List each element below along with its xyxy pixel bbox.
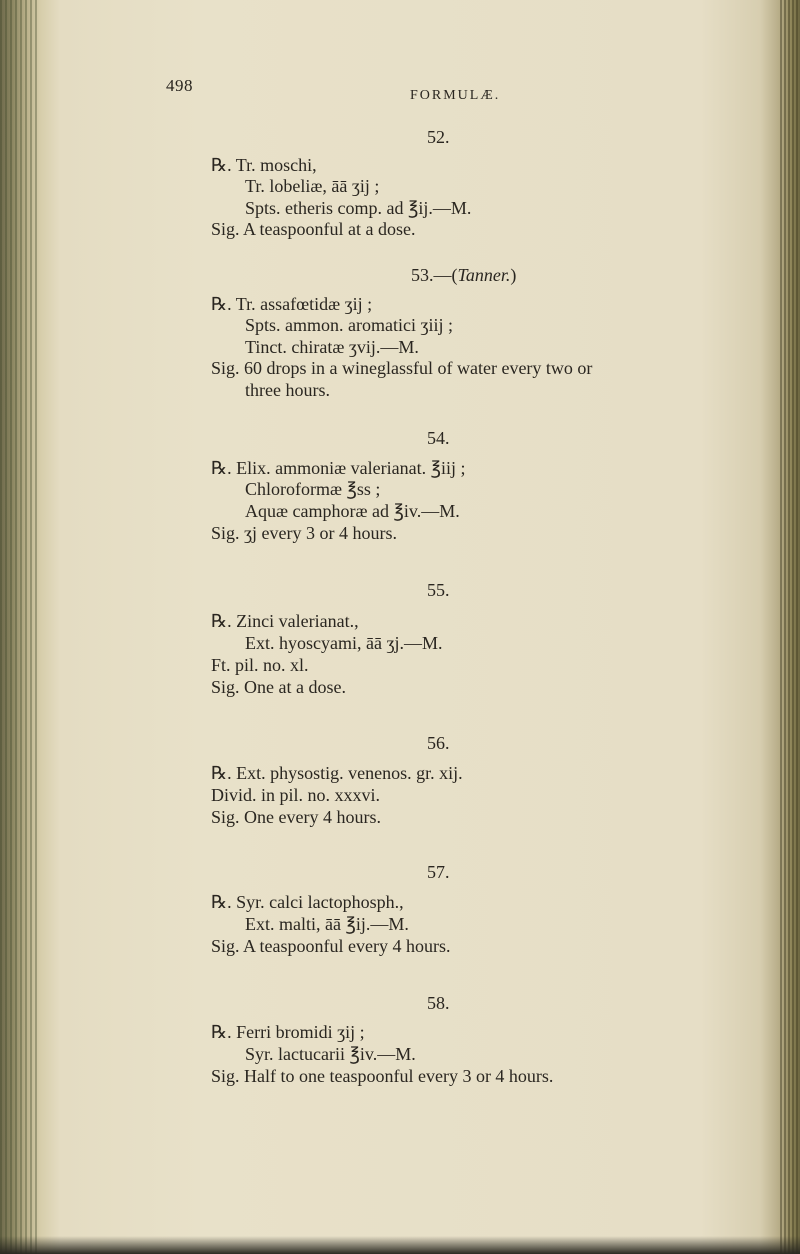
formula-line: Sig. One at a dose. [211, 677, 346, 697]
formula-line: ℞. Tr. moschi, [211, 155, 317, 175]
formula-line: three hours. [245, 380, 330, 400]
formula-line: ℞. Elix. ammoniæ valerianat. ℥iij ; [211, 458, 466, 478]
formula-line: Spts. ammon. aromatici ʒiij ; [245, 315, 453, 335]
formula-line: Ext. malti, āā ℥ij.—M. [245, 914, 409, 934]
formula-line: ℞. Zinci valerianat., [211, 611, 359, 631]
formula-heading: 58. [427, 993, 450, 1013]
formula-line: Sig. 60 drops in a wineglassful of water every two or [211, 358, 593, 378]
formula-line: Ft. pil. no. xl. [211, 655, 309, 675]
formula-line: Sig. Half to one teaspoonful every 3 or 4 hours. [211, 1066, 554, 1086]
running-head: FORMULÆ. [410, 88, 501, 103]
formula-heading [411, 265, 516, 286]
formula-line: Divid. in pil. no. xxxvi. [211, 785, 381, 805]
formula-line: ℞. Tr. assafœtidæ ʒij ; [211, 294, 373, 314]
formula-line: Chloroformæ ℥ss ; [245, 479, 381, 499]
formula-line: Tr. lobeliæ, āā ʒij ; [245, 176, 380, 196]
formula-line: Syr. lactucarii ℥iv.—M. [245, 1044, 416, 1064]
formula-line: ℞. Ferri bromidi ʒij ; [211, 1022, 365, 1042]
book-spine-shadow [0, 0, 40, 1254]
formula-line: Aquæ camphoræ ad ℥iv.—M. [245, 501, 460, 521]
formula-number: 53.—( [411, 265, 458, 285]
formula-line: Sig. A teaspoonful every 4 hours. [211, 936, 451, 956]
formula-heading: 57. [427, 862, 450, 882]
formula-line: Sig. A teaspoonful at a dose. [211, 219, 416, 239]
formula-heading: 56. [427, 733, 450, 753]
formula-line: Tinct. chiratæ ʒvij.—M. [245, 337, 419, 357]
formula-line: ℞. Ext. physostig. venenos. gr. xij. [211, 763, 463, 783]
formula-line: ℞. Syr. calci lactophosph., [211, 892, 404, 912]
formula-line: Ext. hyoscyami, āā ʒj.—M. [245, 633, 443, 653]
formula-author: Tanner. [457, 265, 511, 285]
formula-heading: 52. [427, 127, 450, 147]
page-edges [780, 0, 800, 1254]
formula-line: Sig. One every 4 hours. [211, 807, 381, 827]
formula-heading: 55. [427, 580, 450, 600]
bottom-shadow [0, 1236, 800, 1254]
formula-line: Sig. ʒj every 3 or 4 hours. [211, 523, 397, 543]
formula-line: Spts. etheris comp. ad ℥ij.—M. [245, 198, 472, 218]
formula-heading: 54. [427, 428, 450, 448]
formula-heading-close: ) [510, 265, 517, 285]
page-number: 498 [166, 76, 193, 95]
